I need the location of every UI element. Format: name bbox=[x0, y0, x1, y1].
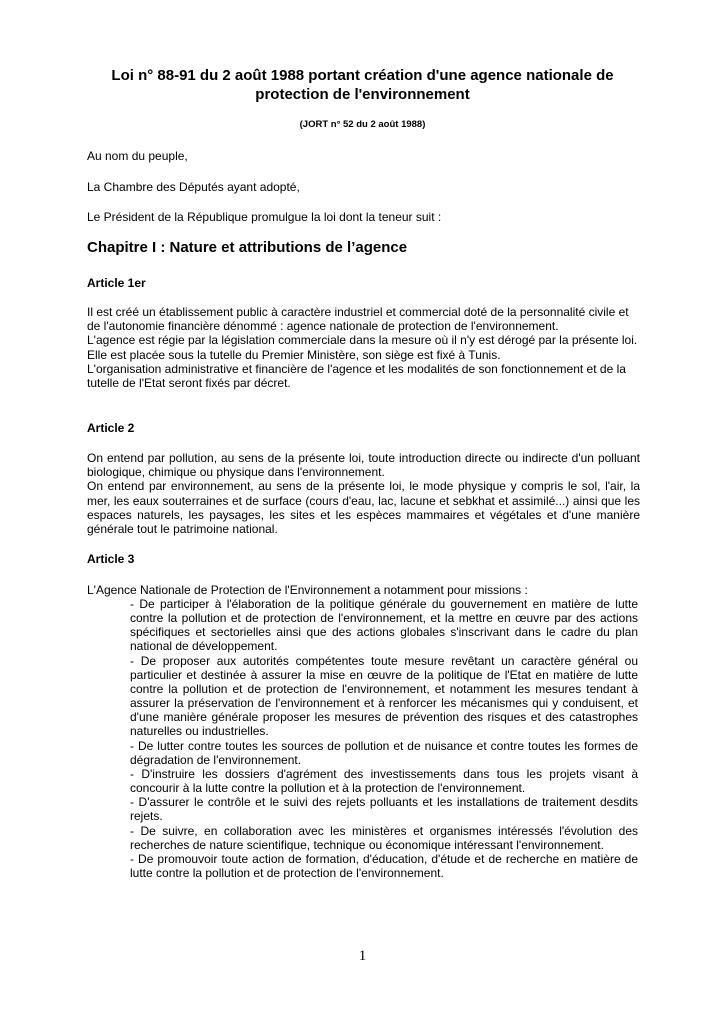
mission-item: - D'assurer le contrôle et le suivi des rejets polluants et les installations de traitement desdits rejets. bbox=[130, 795, 638, 824]
article-heading: Article 1er bbox=[87, 276, 146, 290]
article-body bbox=[87, 305, 640, 390]
mission-item: - De suivre, en collaboration avec les ministères et organismes intéressés l'évolution des recherches de nature scientifique, technique ou économique intéressant l'environnement. bbox=[130, 823, 638, 852]
preamble-line: Au nom du peuple, bbox=[87, 149, 188, 163]
mission-item: - D'instruire les dossiers d'agrément des investissements dans tous les projets visant à concourir à la lutte contre la pollution et à la protection de l'environnement. bbox=[130, 766, 638, 796]
article-intro: L'Agence Nationale de Protection de l'Environnement a notamment pour missions : bbox=[87, 583, 528, 597]
article-body bbox=[87, 451, 640, 536]
preamble-line: Le Président de la République promulgue la loi dont la teneur suit : bbox=[87, 210, 442, 224]
article-paragraph: L'agence est régie par la législation commerciale dans la mesure où il n'y est dérogé par la présente loi. bbox=[87, 333, 638, 348]
document-title: Loi n° 88-91 du 2 août 1988 portant création d'une agence nationale de protection de l'environnement bbox=[111, 67, 614, 103]
page-number: 1 bbox=[358, 948, 367, 964]
article-heading: Article 3 bbox=[87, 552, 135, 566]
article-paragraph: L'organisation administrative et financière de l'agence et les modalités de son fonctionnement et de la tutelle de l'Etat seront fixés par décret. bbox=[87, 361, 626, 391]
article-heading: Article 2 bbox=[87, 421, 135, 435]
article-paragraph: On entend par environnement, au sens de la présente loi, le mode physique y compris le sol, l'air, la mer, les eaux souterraines et de surface (cours d'eau, lac, lacune et sebkhat et assimilé...) ainsi que les espaces naturels, les paysages, les sites et les espèces mammaires et végétales et d'une manière générale tout le patrimoine national. bbox=[87, 479, 640, 537]
journal-reference: (JORT n° 52 du 2 août 1988) bbox=[299, 119, 426, 130]
mission-item: - De participer à l'élaboration de la politique générale du gouvernement en matière de lutte contre la pollution et de protection de l'environnement, et la mettre en œuvre par des actions spécifiques et sectorielles ainsi que des actions globales s'inscrivant dans le cadre du plan national de développement. bbox=[130, 597, 638, 654]
article-paragraph: Elle est placée sous la tutelle du Premier Ministère, son siège est fixé à Tunis. bbox=[87, 347, 501, 362]
article-paragraph: On entend par pollution, au sens de la présente loi, toute introduction directe ou indirecte d'un polluant biologique, chimique ou physique dans l'environnement. bbox=[87, 451, 640, 480]
chapter-title: Chapitre I : Nature et attributions de l’agence bbox=[87, 239, 408, 256]
mission-item: - De promouvoir toute action de formation, d'éducation, d'étude et de recherche en matière de lutte contre la pollution et de protection de l'environnement. bbox=[130, 851, 638, 880]
preamble-line: La Chambre des Députés ayant adopté, bbox=[87, 180, 300, 194]
missions-list bbox=[130, 597, 638, 880]
mission-item: - De lutter contre toutes les sources de pollution et de nuisance et contre toutes les formes de dégradation de l'environnement. bbox=[130, 738, 638, 767]
article-paragraph: Il est créé un établissement public à caractère industriel et commercial doté de la personnalité civile et de l'autonomie financière dénommé : agence nationale de protection de l'environnement. bbox=[87, 305, 629, 334]
mission-item: - De proposer aux autorités compétentes toute mesure revêtant un caractère général ou particulier et destinée à assurer la mise en œuvre de la politique de l'Etat en matière de lutte contre la pollution et de protection de l'environnement, et notamment les mesures tendant à assurer la préservation de l'environnement et à renforcer les mécanismes qui y conduisent, et d'une manière générale proposer les mesures de prévention des risques et des catastrophes naturelles ou industrielles. bbox=[130, 653, 638, 739]
